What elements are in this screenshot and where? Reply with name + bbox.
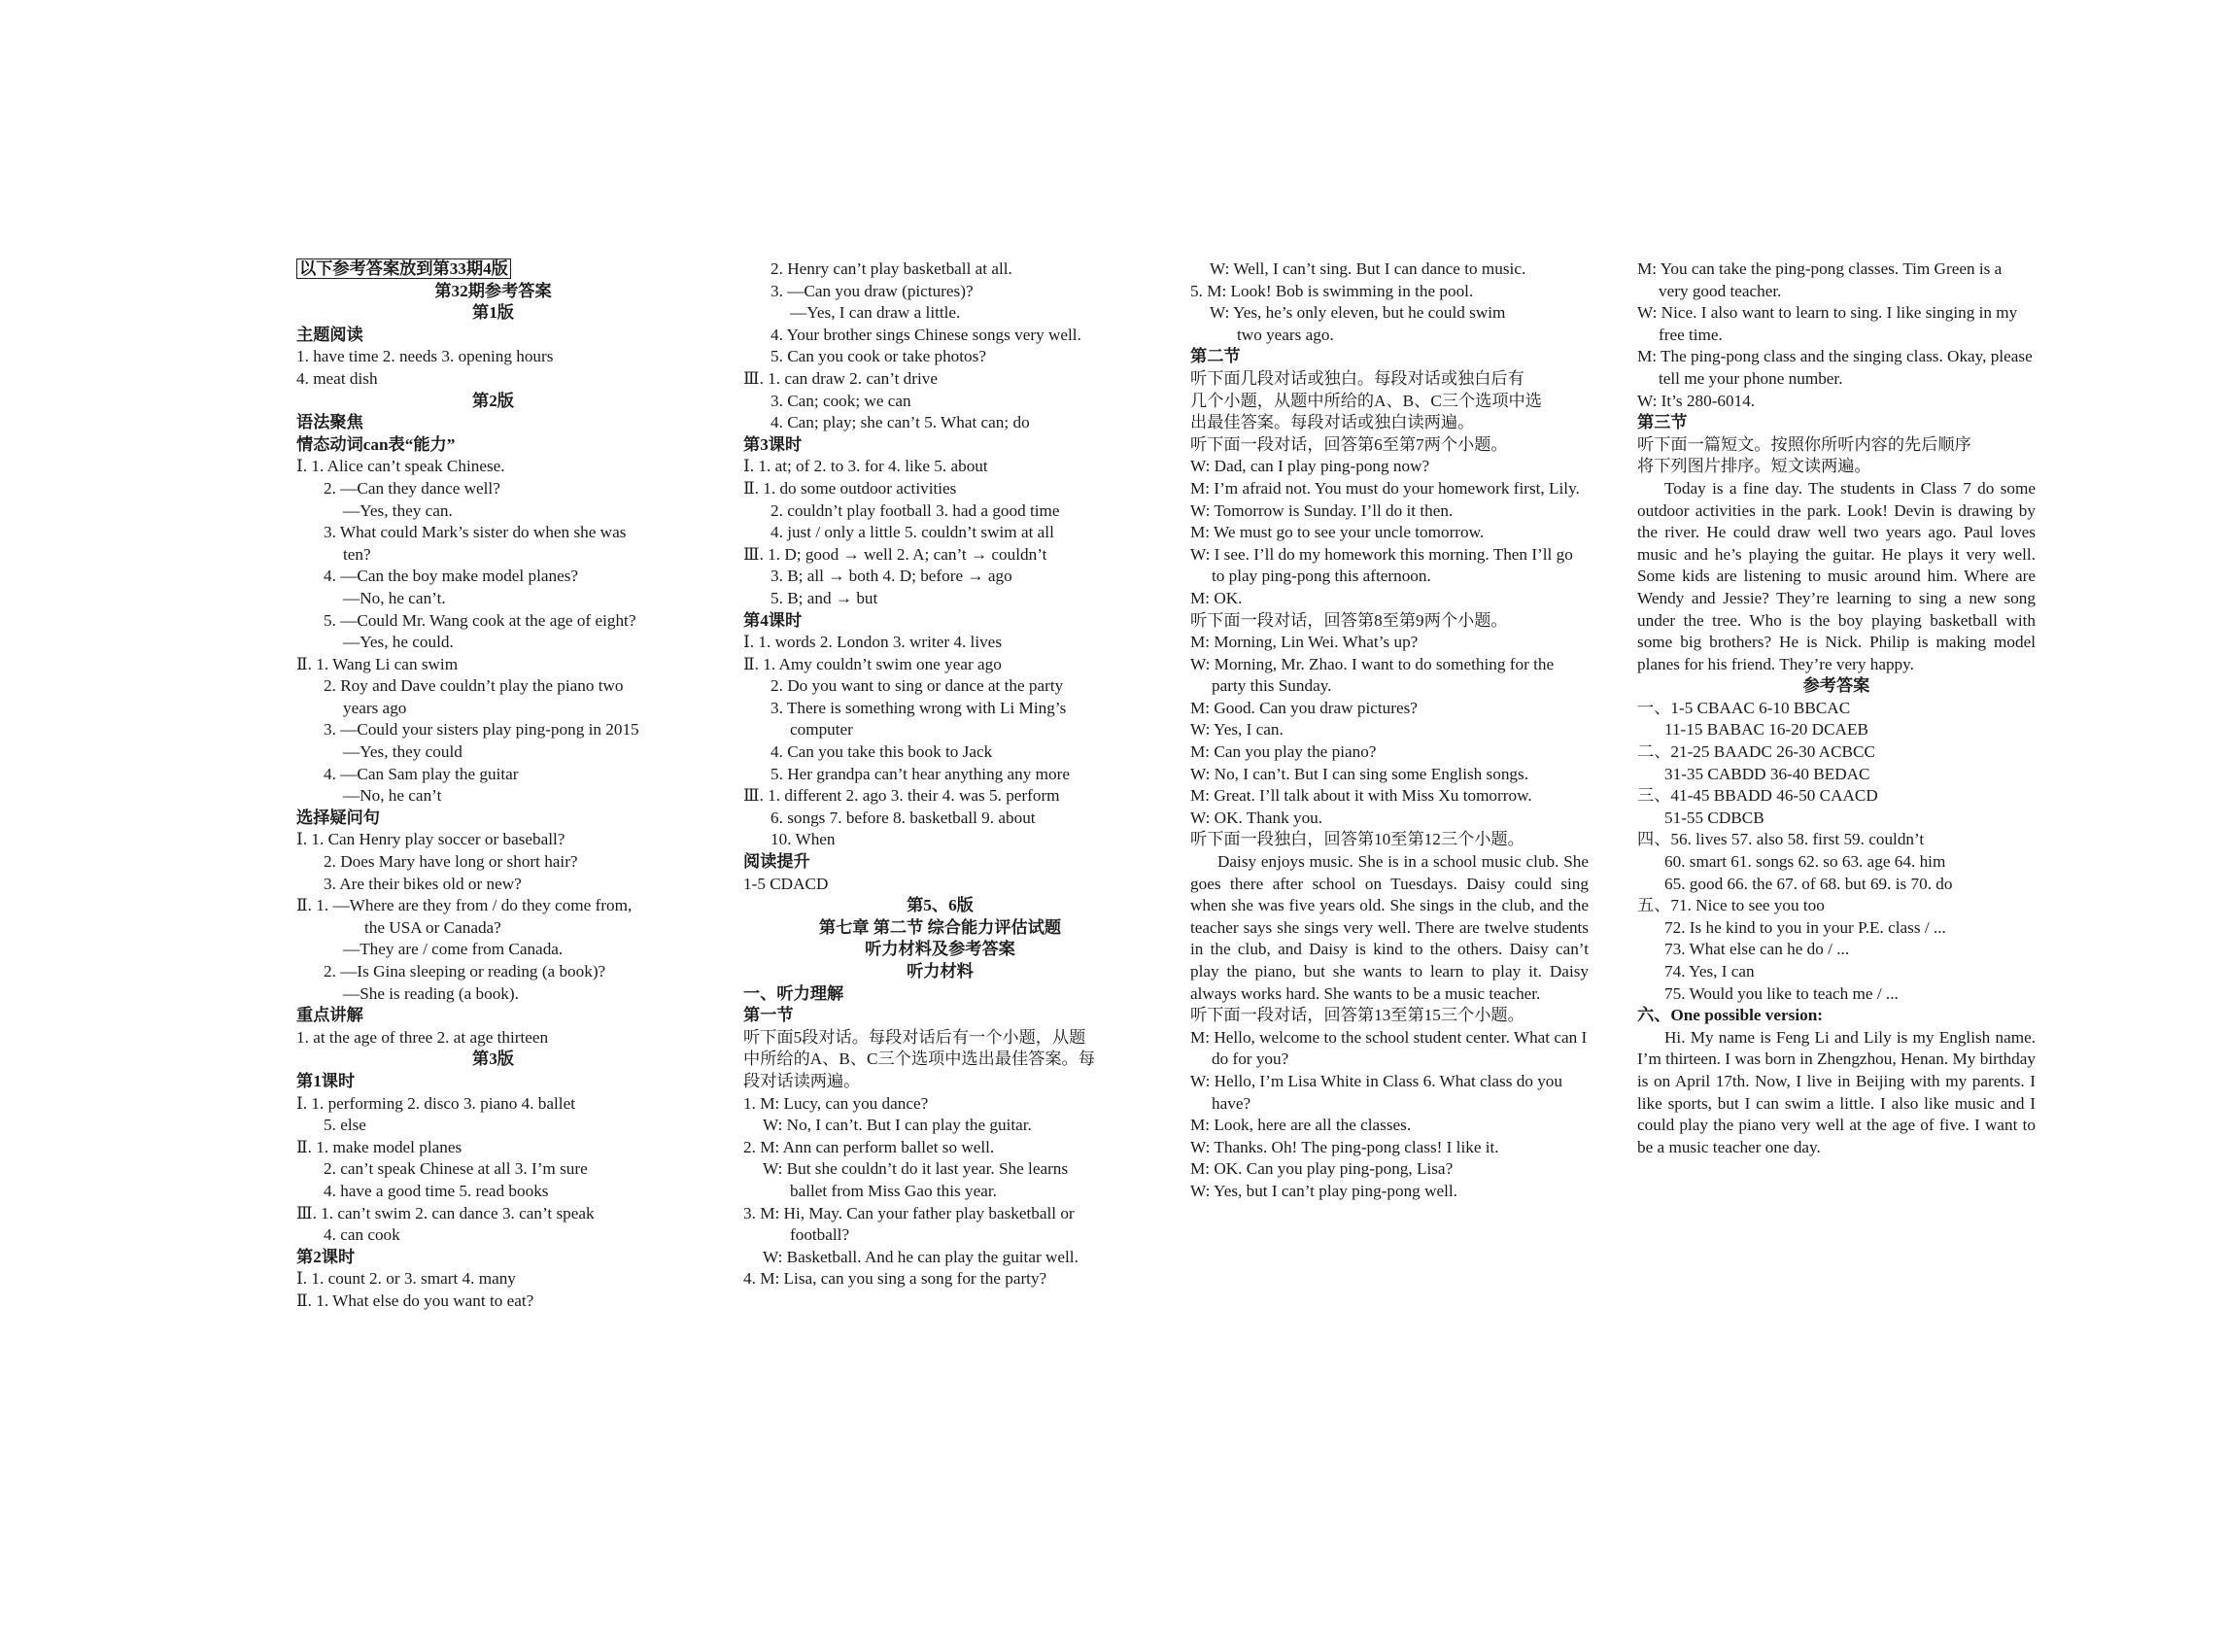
column-3 [1190, 258, 1589, 1203]
col2-line: Ⅰ. 1. words 2. London 3. writer 4. lives [743, 633, 1003, 652]
col4-line: 72. Is he kind to you in your P.E. class / ... [1664, 917, 1946, 937]
col2-line: football? [790, 1225, 850, 1245]
col1-line: 3. —Could your sisters play ping-pong in 2015 [324, 720, 639, 740]
col4-line: 将下列图片排序。短文读两遍。 [1637, 457, 1871, 476]
col1-line: 5. —Could Mr. Wang cook at the age of eight? [324, 610, 636, 630]
col4-line: 第三节 [1637, 413, 1688, 432]
col2-line: 听下面5段对话。每段对话后有一个小题，从题 [743, 1027, 1086, 1047]
col1-line: 2. —Is Gina sleeping or reading (a book)? [324, 962, 606, 981]
col2-line: 2. Henry can’t play basketball at all. [771, 259, 1012, 278]
col4-line: 听下面一篇短文。按照你所听内容的先后顺序 [1637, 434, 1971, 454]
col2-line: W: No, I can’t. But I can play the guitar. [763, 1116, 1032, 1135]
col1-line: 重点讲解 [296, 1006, 363, 1025]
col3-line: W: OK. Thank you. [1190, 808, 1323, 827]
col4-line: 74. Yes, I can [1664, 962, 1755, 981]
col1-line: 1. have time 2. needs 3. opening hours [296, 347, 554, 366]
col2-line: 3. There is something wrong with Li Ming’s [771, 698, 1067, 717]
col3-line: M: Hello, welcome to the school student center. What can I do for you? [1190, 1027, 1588, 1069]
col1-line: 3. What could Mark’s sister do when she was [324, 523, 627, 542]
col3-line: 5. M: Look! Bob is swimming in the pool. [1190, 281, 1474, 300]
col2-line: 第3课时 [743, 434, 803, 454]
col2-line: 第七章 第二节 综合能力评估试题 [818, 917, 1062, 937]
col1-line: 4. —Can the boy make model planes? [324, 567, 579, 586]
column-1 [296, 258, 690, 1313]
col1-line: —Yes, they can. [343, 500, 453, 520]
col2-line: 第4课时 [743, 610, 803, 630]
col3-line: M: I’m afraid not. You must do your homework first, Lily. [1190, 478, 1580, 498]
col3-line: two years ago. [1237, 325, 1334, 344]
col4-line: 65. good 66. the 67. of 68. but 69. is 70. do [1664, 874, 1953, 893]
col2-line: Ⅰ. 1. at; of 2. to 3. for 4. like 5. about [743, 457, 988, 476]
col2-line: 1-5 CDACD [743, 874, 829, 893]
col4-line: 11-15 BABAC 16-20 DCAEB [1664, 720, 1868, 740]
col2-line: 4. Can you take this book to Jack [771, 742, 993, 762]
col1-line: 2. Does Mary have long or short hair? [324, 852, 578, 872]
header-note: 以下参考答案放到第33期4版 [296, 258, 511, 279]
col2-line: 阅读提升 [743, 852, 810, 872]
col2-line: W: Basketball. And he can play the guitar well. [763, 1247, 1079, 1266]
col2-line: 4. just / only a little 5. couldn’t swim at all [771, 523, 1054, 542]
col4-line: 75. Would you like to teach me / ... [1664, 983, 1899, 1003]
col2-line: Ⅱ. 1. do some outdoor activities [743, 478, 957, 498]
col2-line: 3. B; all → both 4. D; before → ago [771, 567, 1012, 586]
col1-line: 1. at the age of three 2. at age thirteen [296, 1027, 549, 1047]
col1-line: —They are / come from Canada. [343, 940, 564, 959]
col3-line: M: We must go to see your uncle tomorrow. [1190, 523, 1485, 542]
col3-line: 听下面一段对话，回答第6至第7两个小题。 [1190, 434, 1508, 454]
col2-line: ballet from Miss Gao this year. [790, 1181, 997, 1200]
col2-line: 4. Can; play; she can’t 5. What can; do [771, 413, 1030, 432]
col4-line: M: The ping-pong class and the singing class. Okay, please tell me your phone number. [1637, 347, 2033, 388]
col1-line: Ⅰ. 1. count 2. or 3. smart 4. many [296, 1269, 516, 1289]
col2-line: 1. M: Lucy, can you dance? [743, 1093, 929, 1113]
col1-line: 3. Are their bikes old or new? [324, 874, 522, 893]
col2-line: 3. —Can you draw (pictures)? [771, 281, 974, 300]
col1-line: 2. —Can they dance well? [324, 478, 500, 498]
col2-line: W: But she couldn’t do it last year. She learns [763, 1159, 1069, 1179]
col3-line: W: Yes, but I can’t play ping-pong well. [1190, 1181, 1457, 1200]
col4-line: 四、56. lives 57. also 58. first 59. couldn’t [1637, 830, 1925, 849]
col3-line: W: Thanks. Oh! The ping-pong class! I like it. [1190, 1137, 1499, 1156]
col1-line: 语法聚焦 [296, 413, 363, 432]
col2-line: 10. When [771, 830, 836, 849]
col1-line: 2. can’t speak Chinese at all 3. I’m sure [324, 1159, 588, 1179]
col2-line: 3. M: Hi, May. Can your father play basketball or [743, 1203, 1075, 1222]
col1-line: —No, he can’t [343, 786, 442, 806]
col1-line: 第1版 [472, 303, 514, 323]
col4-line: W: It’s 280-6014. [1637, 391, 1756, 410]
col1-line: Ⅲ. 1. can’t swim 2. can dance 3. can’t speak [296, 1203, 595, 1222]
col2-line: 2. Do you want to sing or dance at the party [771, 676, 1064, 696]
col3-line: M: Look, here are all the classes. [1190, 1116, 1412, 1135]
col2-line: 5. Her grandpa can’t hear anything any more [771, 764, 1070, 783]
col3-line: 第二节 [1190, 347, 1241, 366]
col1-line: 4. have a good time 5. read books [324, 1181, 549, 1200]
col2-line: 5. Can you cook or take photos? [771, 347, 986, 366]
col3-line: W: I see. I’ll do my homework this morning. Then I’ll go to play ping-pong this afternoon. [1190, 544, 1573, 586]
col1-line: 4. can cook [324, 1225, 400, 1245]
col4-line: 五、71. Nice to see you too [1637, 896, 1825, 915]
col1-line: ten? [343, 544, 371, 564]
col4-line: Today is a fine day. The students in Class 7 do some outdoor activities in the park. Look! Devin is drawing by the river. He could draw well two years ago. Paul loves music and he’s playing the guitar. He plays it very well. Some kids are listening to music around him. Where are Wendy and Jessie? They’re learning to sing a new song under the tree. Who is the boy playing basketball with some big brothers? He is Nick. Philip is making model planes for his friend. They’re very happy. [1637, 478, 2036, 673]
col4-line: 二、21-25 BAADC 26-30 ACBCC [1637, 742, 1875, 762]
col2-line: Ⅲ. 1. different 2. ago 3. their 4. was 5. perform [743, 786, 1060, 806]
col2-line: 3. Can; cook; we can [771, 391, 911, 410]
col1-line: —Yes, they could [343, 742, 462, 762]
col1-line: 4. meat dish [296, 368, 378, 388]
col3-line: W: Yes, I can. [1190, 720, 1284, 740]
col3-line: W: Morning, Mr. Zhao. I want to do something for the party this Sunday. [1190, 654, 1555, 696]
col4-line: 三、41-45 BBADD 46-50 CAACD [1637, 786, 1878, 806]
col2-line: 2. M: Ann can perform ballet so well. [743, 1137, 995, 1156]
col1-line: Ⅱ. 1. make model planes [296, 1137, 462, 1156]
col1-line: —No, he can’t. [343, 588, 446, 607]
col1-line: 4. —Can Sam play the guitar [324, 764, 519, 783]
col1-line: 情态动词can表“能力” [296, 434, 456, 454]
col2-line: Ⅱ. 1. Amy couldn’t swim one year ago [743, 654, 1002, 673]
column-4 [1637, 258, 2036, 1158]
col3-line: 出最佳答案。每段对话或独白读两遍。 [1190, 413, 1475, 432]
col2-line: 一、听力理解 [743, 983, 844, 1003]
col3-line: 听下面一段对话，回答第13至第15三个小题。 [1190, 1006, 1524, 1025]
col3-line: W: Hello, I’m Lisa White in Class 6. What class do you have? [1190, 1071, 1562, 1113]
col4-line: 51-55 CDBCB [1664, 808, 1764, 827]
col3-line: Daisy enjoys music. She is in a school music club. She goes there after school on Tuesdays. Daisy could sing when she was five years old. She sings in the club, and the teacher says she sings very well. There are twelve students in the club, and Daisy is kind to the others. Daisy can’t play the piano, but she wants to learn to play it. Daisy always works hard. She wants to be a music teacher. [1190, 852, 1589, 1003]
col2-line: 段对话读两遍。 [743, 1071, 861, 1090]
col1-line: 选择疑问句 [296, 808, 380, 827]
col1-line: Ⅱ. 1. What else do you want to eat? [296, 1291, 534, 1310]
col2-line: 4. Your brother sings Chinese songs very well. [771, 325, 1081, 344]
col4-line: 73. What else can he do / ... [1664, 940, 1850, 959]
col2-line: 第一节 [743, 1006, 794, 1025]
col3-line: M: Good. Can you draw pictures? [1190, 698, 1418, 717]
col3-line: W: No, I can’t. But I can sing some English songs. [1190, 764, 1529, 783]
col2-line: computer [790, 720, 853, 740]
col1-line: Ⅰ. 1. performing 2. disco 3. piano 4. ballet [296, 1093, 575, 1113]
col1-line: —She is reading (a book). [343, 983, 519, 1003]
col2-line: —Yes, I can draw a little. [790, 303, 961, 323]
col4-line: Hi. My name is Feng Li and Lily is my English name. I’m thirteen. I was born in Zhengzhou, Henan. My birthday is on April 17th. Now, I live in Beijing with my parents. I like sports, but I can swim a little. I also like music and I could play the piano very well at the age of five. I want to be a music teacher one day. [1637, 1027, 2036, 1156]
col3-line: M: Morning, Lin Wei. What’s up? [1190, 633, 1419, 652]
col1-line: Ⅱ. 1. —Where are they from / do they come from, [296, 896, 633, 915]
col2-line: 听力材料 [907, 962, 974, 981]
col1-line: 第32期参考答案 [434, 281, 552, 300]
col1-line: 第1课时 [296, 1071, 356, 1090]
col1-line: 5. else [324, 1116, 366, 1135]
col1-line: 主题阅读 [296, 325, 363, 344]
col4-line: 31-35 CABDD 36-40 BEDAC [1664, 764, 1870, 783]
col1-line: 2. Roy and Dave couldn’t play the piano two [324, 676, 624, 696]
col4-line: 六、One possible version: [1637, 1006, 1823, 1025]
col3-line: 听下面一段独白，回答第10至第12三个小题。 [1190, 830, 1524, 849]
col1-line: —Yes, he could. [343, 633, 454, 652]
col3-line: W: Well, I can’t sing. But I can dance to music. [1210, 259, 1526, 278]
col2-line: 第5、6版 [907, 896, 974, 915]
col1-line: the USA or Canada? [364, 917, 501, 937]
col3-line: 听下面几段对话或独白。每段对话或独白后有 [1190, 368, 1524, 388]
col1-line: 第2版 [472, 391, 514, 410]
col3-line: W: Yes, he’s only eleven, but he could swim [1210, 303, 1506, 323]
col2-line: 4. M: Lisa, can you sing a song for the party? [743, 1269, 1047, 1289]
col1-line: 第3版 [472, 1050, 514, 1069]
col3-line: M: Can you play the piano? [1190, 742, 1377, 762]
col2-line: 听力材料及参考答案 [865, 940, 1015, 959]
col4-line: 60. smart 61. songs 62. so 63. age 64. him [1664, 852, 1946, 872]
col4-line: 参考答案 [1802, 676, 1870, 696]
col2-line: 中所给的A、B、C三个选项中选出最佳答案。每 [743, 1050, 1095, 1069]
col4-line: M: You can take the ping-pong classes. Tim Green is a very good teacher. [1637, 259, 2003, 300]
col1-line: years ago [343, 698, 407, 717]
col1-line: Ⅱ. 1. Wang Li can swim [296, 654, 459, 673]
col4-line: W: Nice. I also want to learn to sing. I like singing in my free time. [1637, 303, 2018, 344]
col3-line: W: Dad, can I play ping-pong now? [1190, 457, 1430, 476]
col1-line: Ⅰ. 1. Alice can’t speak Chinese. [296, 457, 505, 476]
col3-line: M: Great. I’ll talk about it with Miss Xu tomorrow. [1190, 786, 1532, 806]
col2-line: 6. songs 7. before 8. basketball 9. about [771, 808, 1036, 827]
col1-line [296, 258, 690, 281]
col1-line: Ⅰ. 1. Can Henry play soccer or baseball? [296, 830, 565, 849]
col3-line: M: OK. Can you play ping-pong, Lisa? [1190, 1159, 1454, 1179]
col2-line: 2. couldn’t play football 3. had a good time [771, 500, 1060, 520]
col2-line: Ⅲ. 1. can draw 2. can’t drive [743, 368, 938, 388]
col3-line: 几个小题，从题中所给的A、B、C三个选项中选 [1190, 391, 1542, 410]
col3-line: W: Tomorrow is Sunday. I’ll do it then. [1190, 500, 1454, 520]
col2-line: 5. B; and → but [771, 588, 878, 607]
col1-line: 第2课时 [296, 1247, 356, 1266]
col4-line: 一、1-5 CBAAC 6-10 BBCAC [1637, 698, 1851, 717]
column-2 [743, 258, 1137, 1291]
col3-line: 听下面一段对话，回答第8至第9两个小题。 [1190, 610, 1508, 630]
col3-line: M: OK. [1190, 588, 1243, 607]
col2-line: Ⅲ. 1. D; good → well 2. A; can’t → couldn’t [743, 544, 1047, 564]
